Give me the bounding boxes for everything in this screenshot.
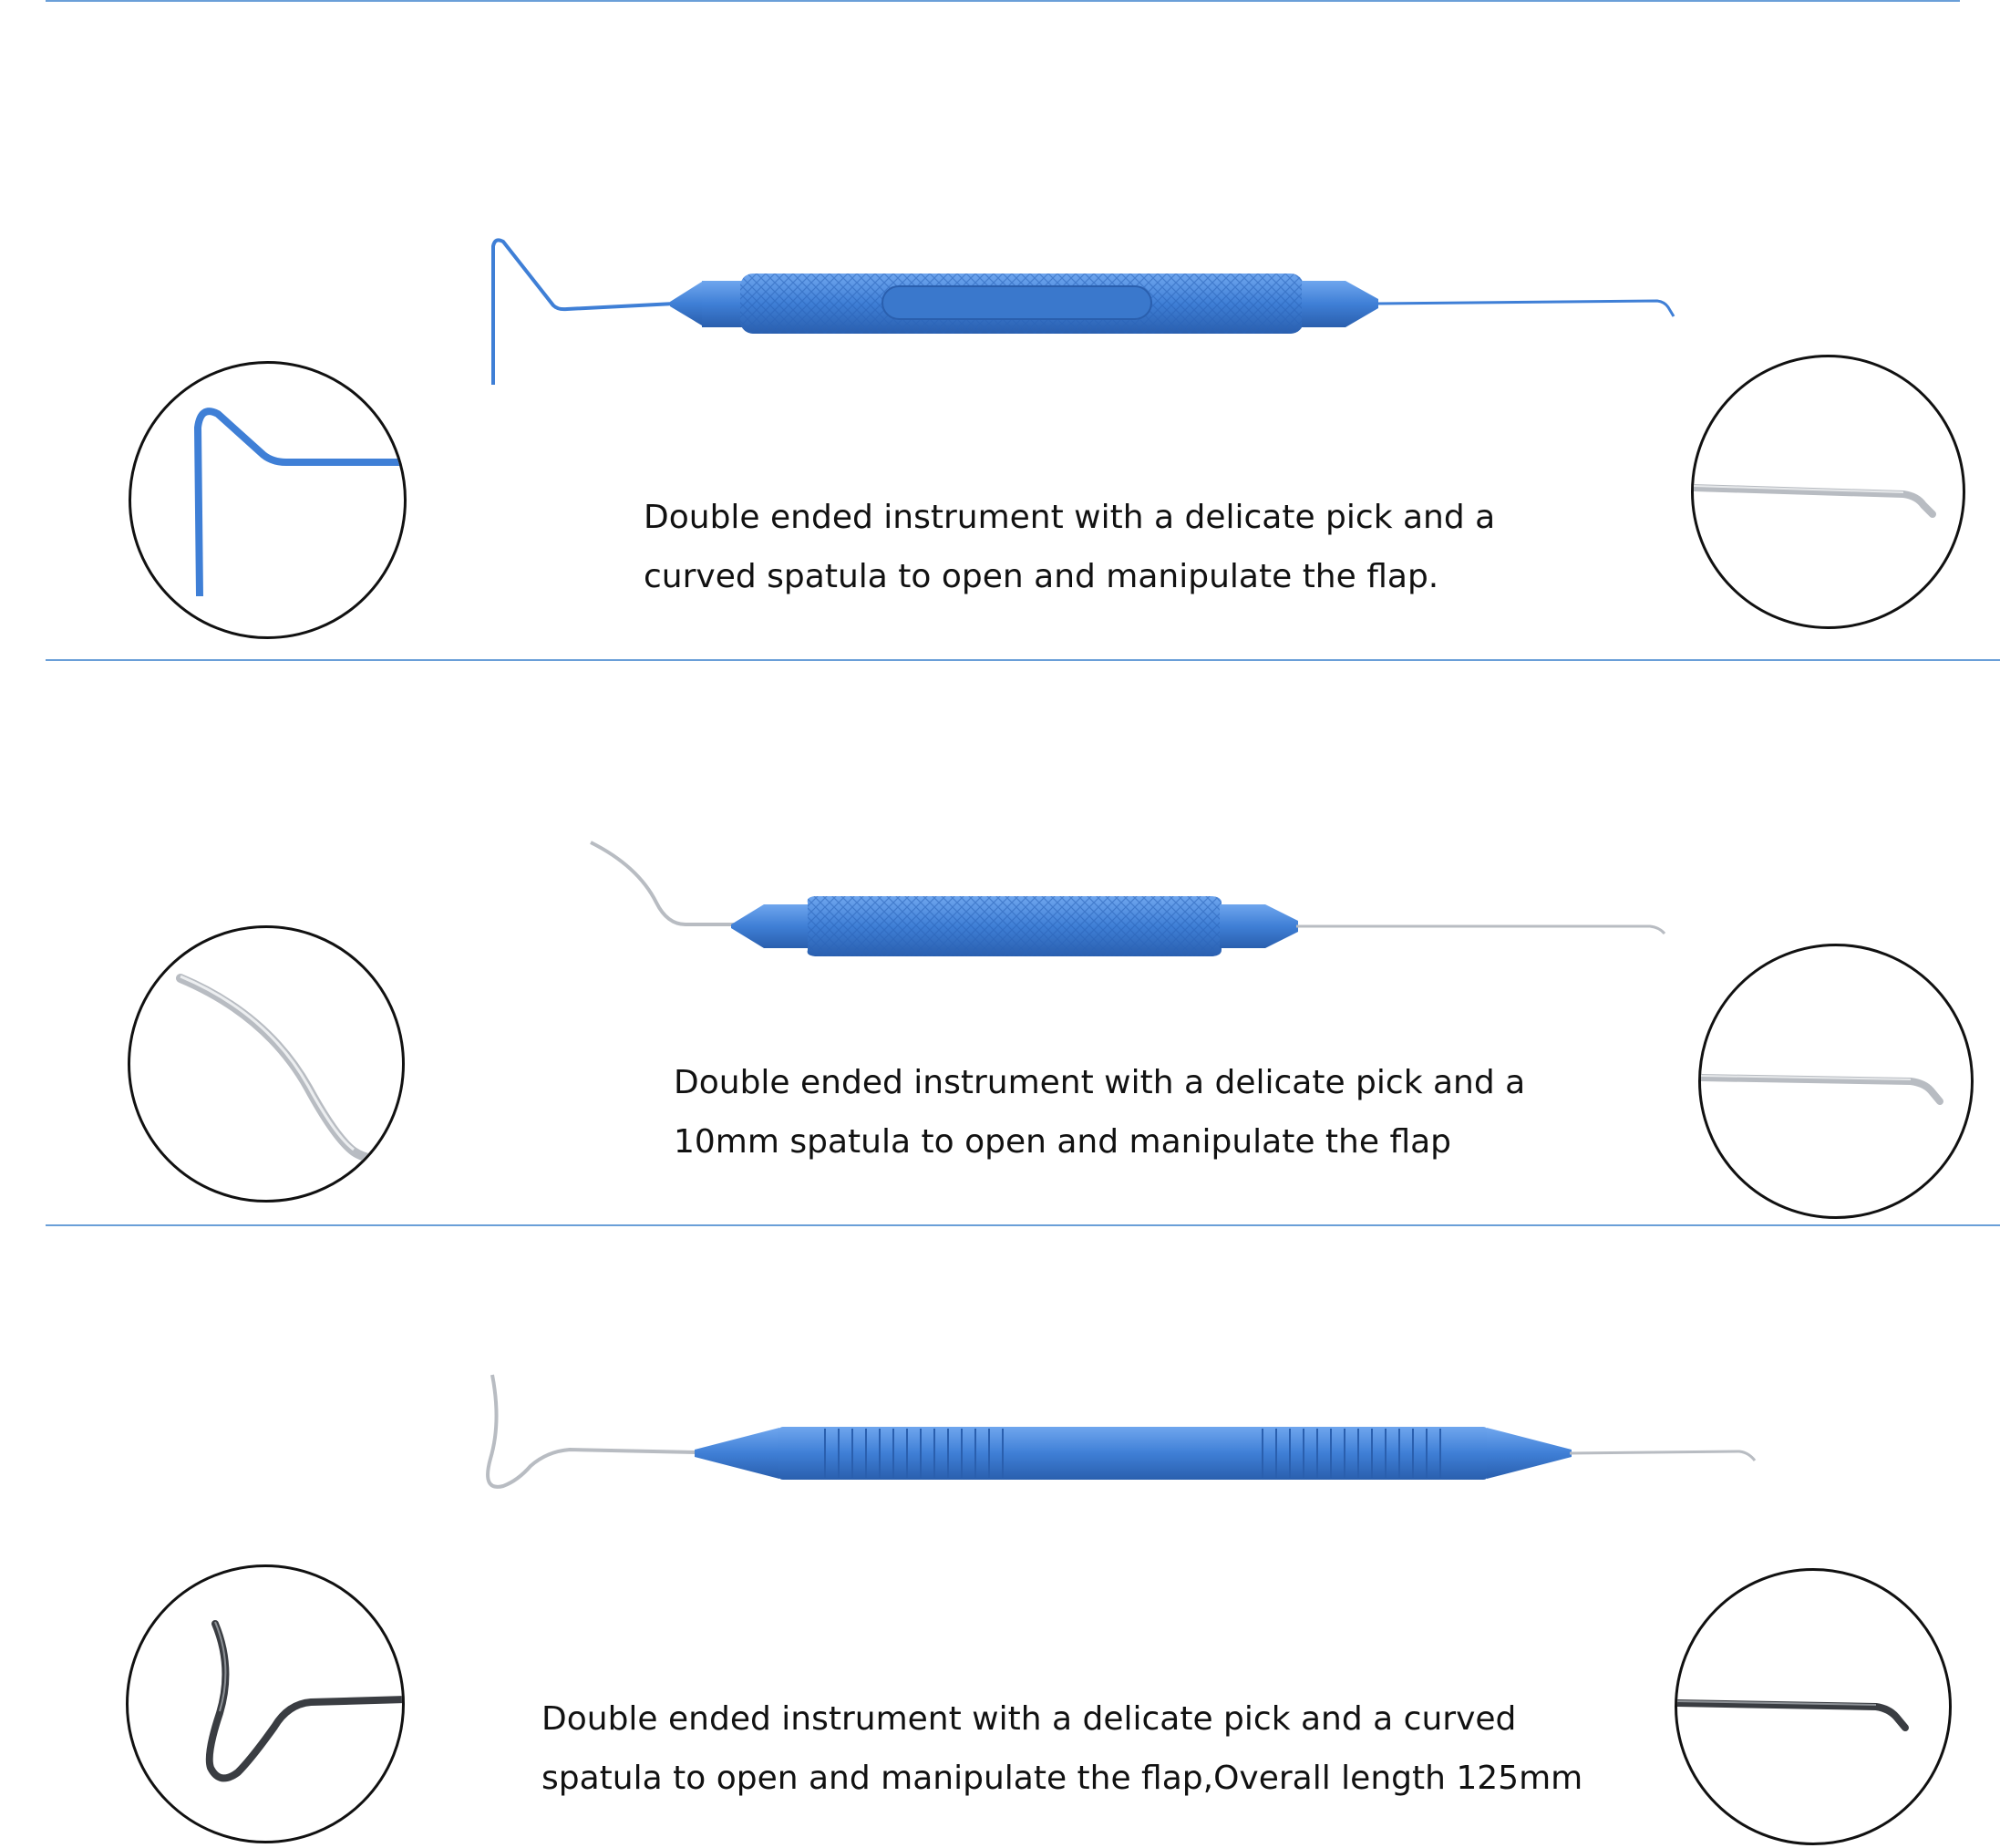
blue-hook-pick-icon [131, 364, 407, 639]
steel-angled-spatula-icon [1701, 946, 1974, 1219]
description-3-line-2: spatula to open and manipulate the flap,Overall length 125mm [541, 1760, 1583, 1797]
description-2-line-2: 10mm spatula to open and manipulate the flap [674, 1123, 1452, 1161]
detail-circle-left-2 [128, 925, 405, 1203]
top-divider [46, 0, 1960, 2]
detail-circle-left-3 [126, 1564, 405, 1843]
description-3 [541, 1689, 1582, 1808]
description-2-line-1: Double ended instrument with a delicate pick and a [674, 1064, 1526, 1101]
section-divider-1 [46, 659, 2000, 661]
detail-circle-right-3 [1675, 1568, 1952, 1845]
section-divider-2 [46, 1224, 2000, 1226]
steel-curved-pick-icon [130, 928, 405, 1203]
description-1-line-2: curved spatula to open and manipulate the flap. [644, 558, 1439, 595]
dark-angled-spatula-icon [1677, 1571, 1952, 1845]
detail-circle-right-2 [1698, 944, 1974, 1219]
description-2 [674, 1053, 1525, 1172]
description-3-line-1: Double ended instrument with a delicate pick and a curved [541, 1700, 1517, 1738]
description-1-line-1: Double ended instrument with a delicate pick and a [644, 499, 1496, 536]
steel-angled-spatula-icon [1694, 357, 1965, 629]
dark-curved-pick-icon [129, 1567, 405, 1843]
detail-circle-right-1 [1691, 355, 1965, 629]
description-1 [644, 488, 1495, 606]
detail-circle-left-1 [129, 361, 407, 639]
